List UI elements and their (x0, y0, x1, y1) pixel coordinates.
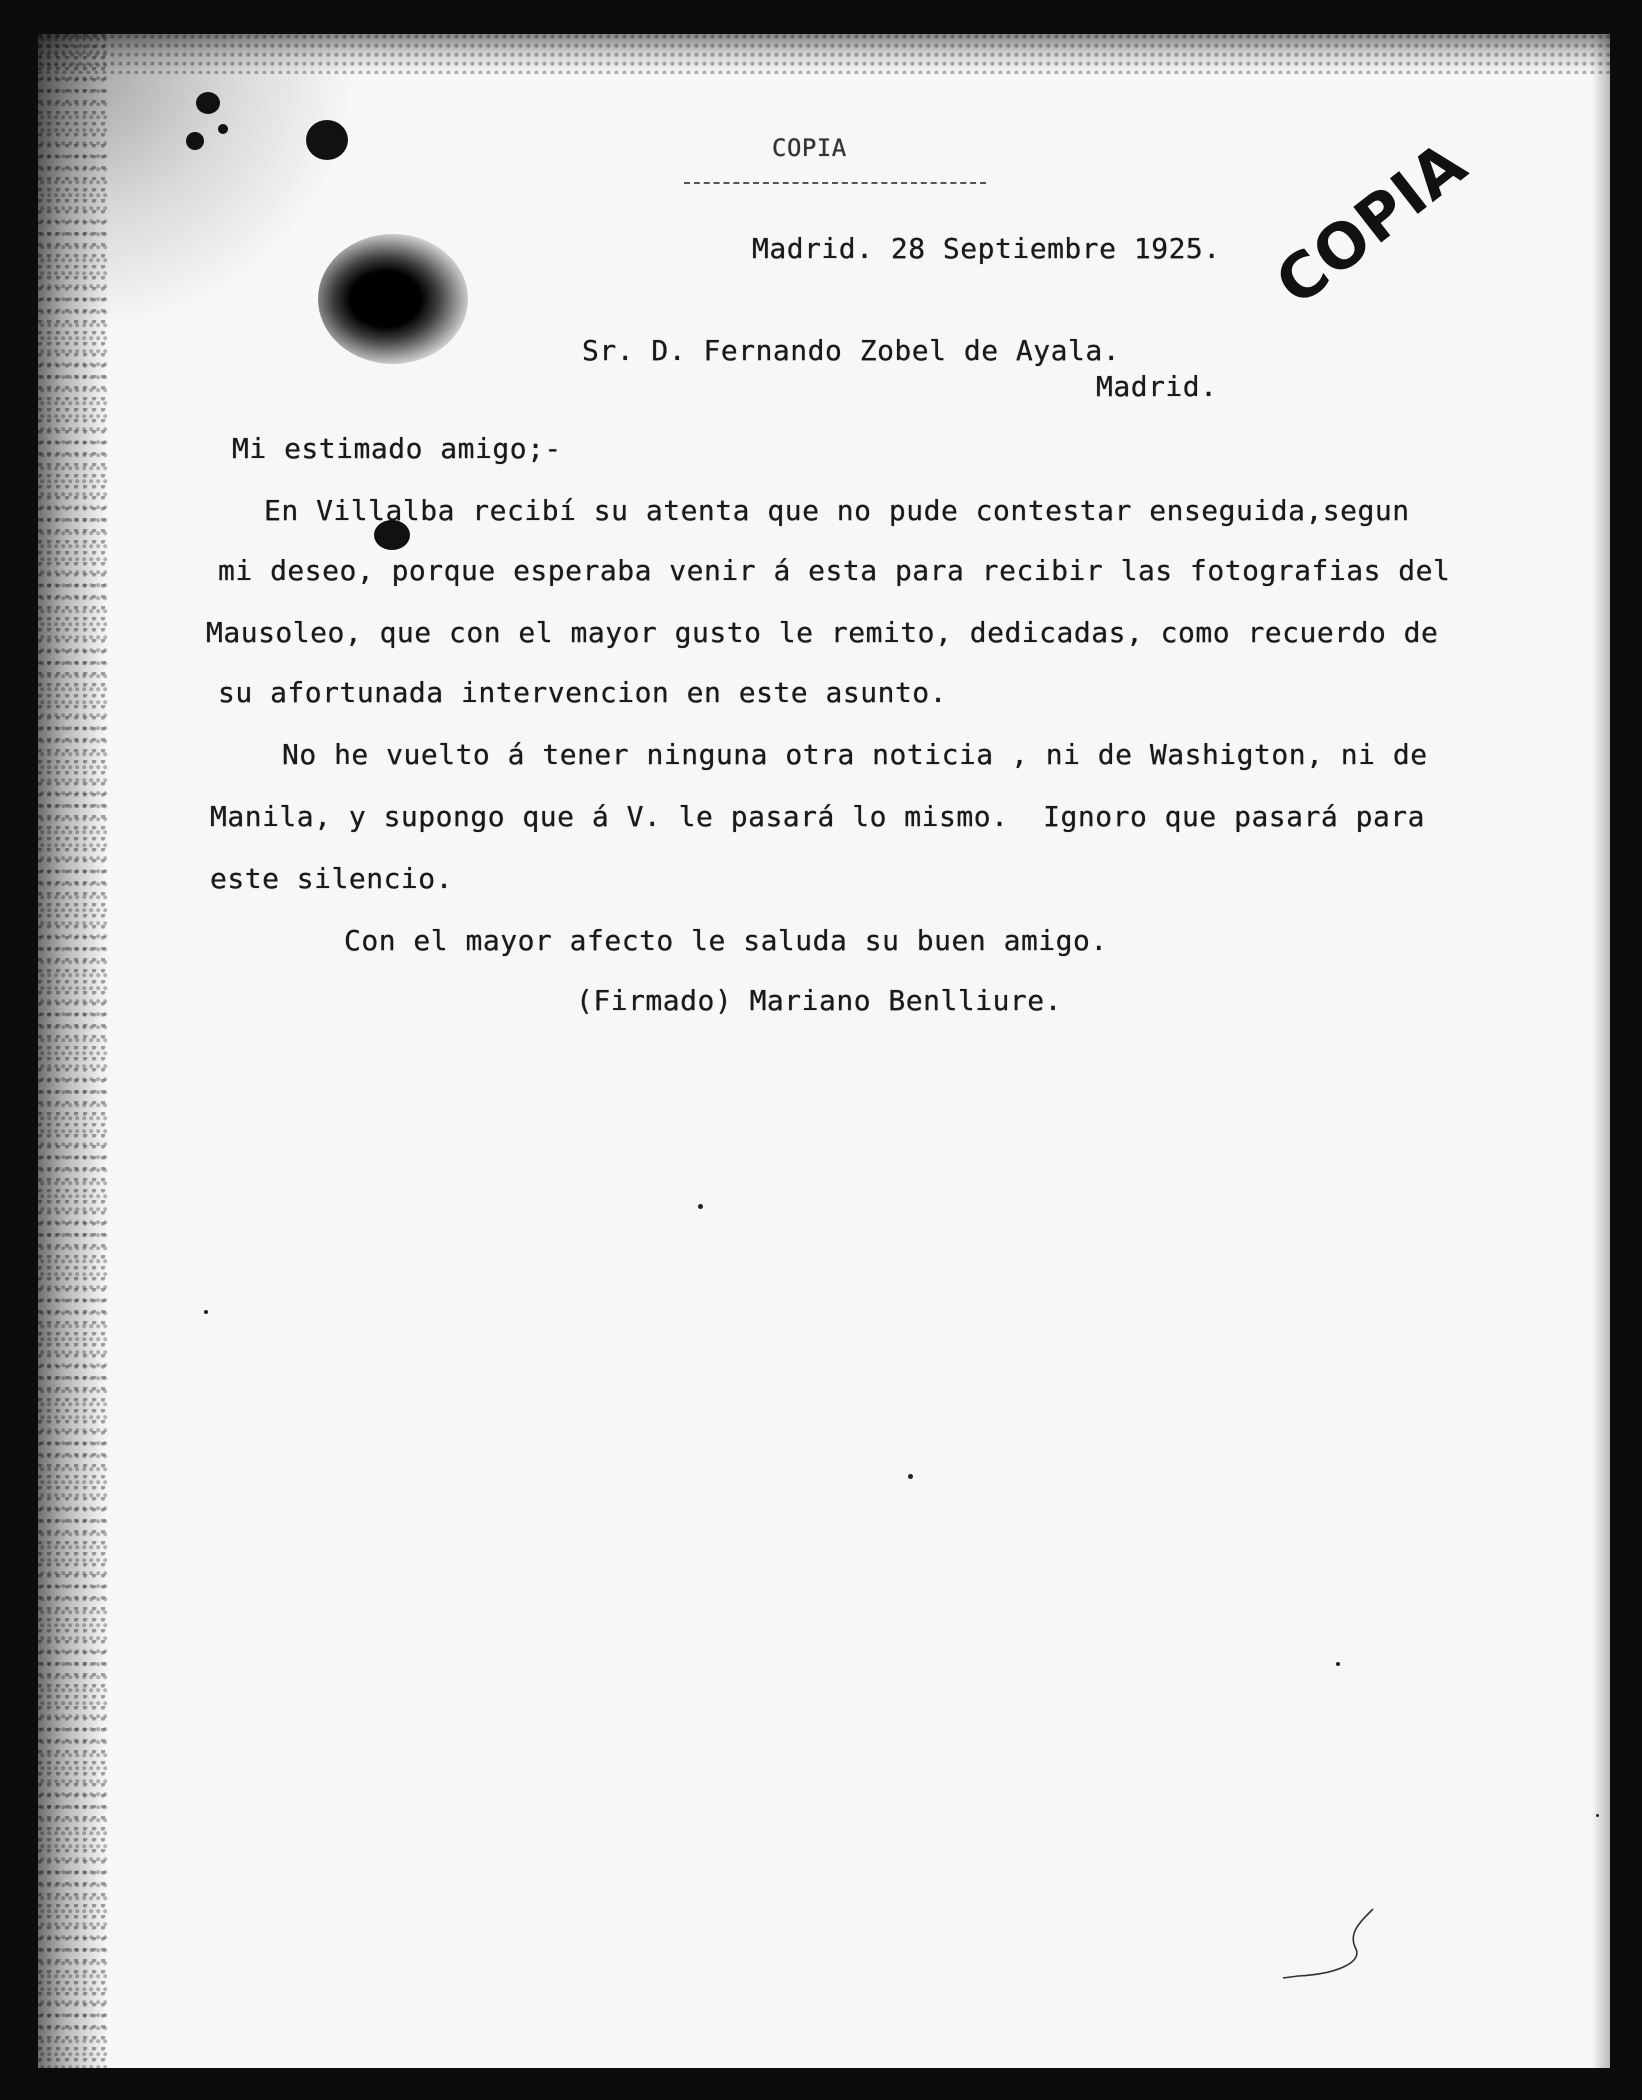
header-copia-label: COPIA (772, 134, 847, 162)
paragraph1-line: Mausoleo, que con el mayor gusto le remito, dedicadas, como recuerdo de (206, 616, 1439, 649)
ink-spot (186, 132, 204, 150)
dust-speck (698, 1204, 703, 1209)
copia-stamp: COPIA (1262, 126, 1481, 320)
paragraph1-line: mi deseo, porque esperaba venir á esta para recibir las fotografias del (218, 554, 1451, 587)
document-page (38, 34, 1610, 2068)
scan-edge-left (38, 34, 108, 2068)
header-dashed-rule (684, 182, 986, 184)
paragraph1-line: En Villalba recibí su atenta que no pude contestar enseguida,segun (264, 494, 1410, 527)
dust-speck (908, 1474, 913, 1479)
scan-edge-right (1592, 34, 1610, 2068)
date-line: Madrid. 28 Septiembre 1925. (752, 232, 1221, 265)
ink-spot (218, 124, 228, 134)
corner-smudge (38, 34, 358, 334)
recipient-name: Sr. D. Fernando Zobel de Ayala. (582, 334, 1121, 367)
ink-spot (306, 120, 348, 160)
closing-line: Con el mayor afecto le saluda su buen amigo. (344, 924, 1108, 957)
paragraph2-line: No he vuelto á tener ninguna otra noticia , ni de Washigton, ni de (282, 738, 1428, 771)
pencil-squiggle (1278, 1904, 1388, 1994)
dust-speck (1596, 1814, 1599, 1817)
ink-spot (196, 92, 220, 114)
dust-speck (204, 1310, 208, 1314)
salutation: Mi estimado amigo;- (232, 432, 562, 465)
paragraph2-line: Manila, y supongo que á V. le pasará lo mismo. Ignoro que pasará para (210, 800, 1426, 833)
paragraph1-line: su afortunada intervencion en este asunto. (218, 676, 948, 709)
paragraph2-line: este silencio. (210, 862, 454, 895)
signature-line: (Firmado) Mariano Benlliure. (576, 984, 1063, 1017)
ink-blot (318, 234, 468, 364)
dust-speck (1336, 1662, 1340, 1666)
recipient-city: Madrid. (1096, 370, 1218, 403)
